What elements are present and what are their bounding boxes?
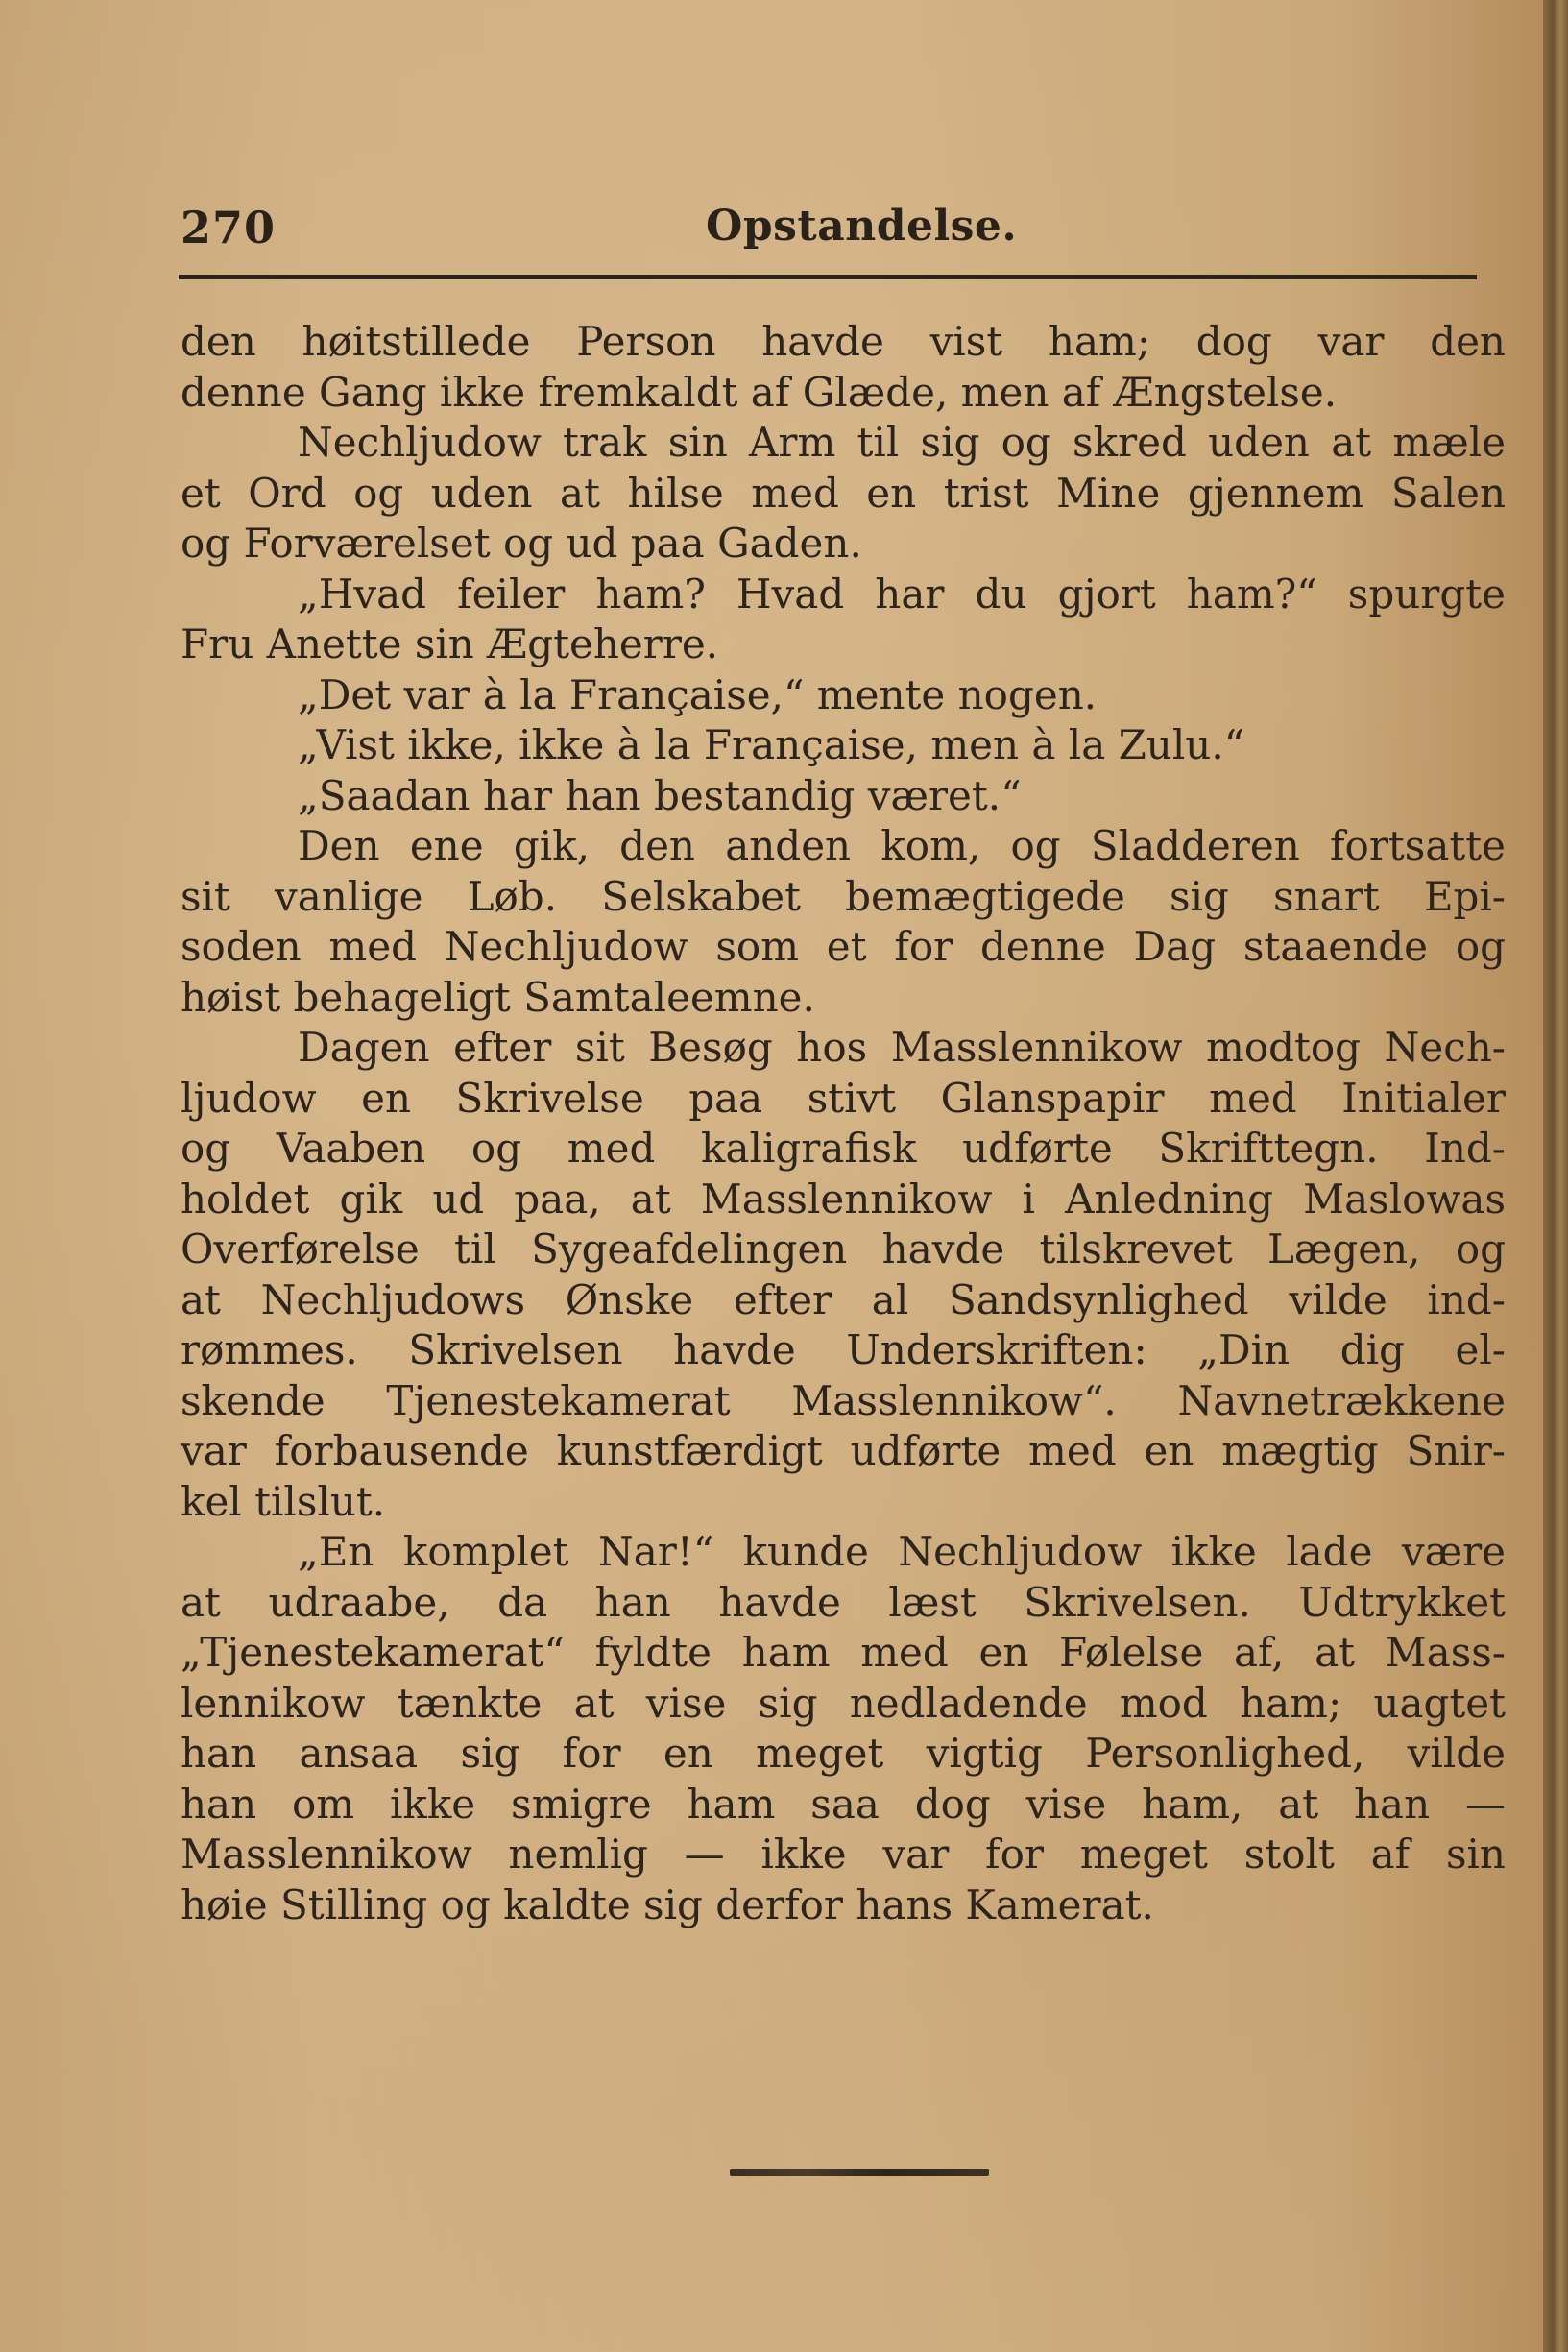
running-title: Opstandelse. <box>706 202 1018 251</box>
text-line: et Ord og uden at hilse med en trist Mine gjennem Salen <box>181 469 1506 517</box>
text-line: høie Stilling og kaldte sig derfor hans Kamerat. <box>181 1880 1154 1928</box>
text-line: „Vist ikke, ikke à la Française, men à la Zulu.“ <box>298 721 1245 768</box>
text-line: sit vanlige Løb. Selskabet bemægtigede sig snart Epi- <box>181 872 1506 920</box>
body-text <box>181 317 1506 1930</box>
end-ornament <box>730 2169 989 2176</box>
text-line: „En komplet Nar!“ kunde Nechljudow ikke lade være <box>298 1528 1506 1575</box>
page-header <box>181 202 1477 259</box>
text-line: holdet gik ud paa, at Masslennikow i Anledning Maslowas <box>181 1175 1506 1223</box>
header-rule <box>179 275 1477 279</box>
text-line: var forbausende kunstfærdigt udførte med en mægtig Snir- <box>181 1427 1506 1474</box>
text-line: Masslennikow nemlig — ikke var for meget stolt af sin <box>181 1831 1506 1878</box>
text-line: høist behageligt Samtaleemne. <box>181 973 815 1021</box>
text-line: skende Tjenestekamerat Masslennikow“. Navnetrækkene <box>181 1376 1506 1424</box>
text-line: „Det var à la Française,“ mente nogen. <box>298 670 1098 718</box>
text-line: kel tilslut. <box>181 1477 386 1525</box>
text-line: at udraabe, da han havde læst Skrivelsen. Udtrykket <box>181 1578 1506 1626</box>
text-line: lennikow tænkte at vise sig nedladende mod ham; uagtet <box>181 1679 1506 1727</box>
text-line: den høitstillede Person havde vist ham; dog var den <box>181 318 1506 365</box>
text-line: soden med Nechljudow som et for denne Dag staaende og <box>181 923 1506 970</box>
text-line: denne Gang ikke fremkaldt af Glæde, men af Ængstelse. <box>181 368 1338 416</box>
page-edge-shadow <box>1543 0 1568 2352</box>
text-line: Overførelse til Sygeafdelingen havde tilskrevet Lægen, og <box>181 1225 1506 1273</box>
page-number: 270 <box>181 202 277 254</box>
text-line: han om ikke smigre ham saa dog vise ham, at han — <box>181 1780 1506 1828</box>
text-line: og Vaaben og med kaligrafisk udførte Skrifttegn. Ind- <box>181 1125 1506 1172</box>
text-line: og Forværelset og ud paa Gaden. <box>181 520 862 567</box>
text-line: at Nechljudows Ønske efter al Sandsynlighed vilde ind- <box>181 1275 1506 1323</box>
text-line: Fru Anette sin Ægteherre. <box>181 620 719 667</box>
text-line: Nechljudow trak sin Arm til sig og skred uden at mæle <box>298 419 1506 466</box>
text-line: „Tjenestekamerat“ fyldte ham med en Følelse af, at Mass- <box>181 1629 1506 1676</box>
text-line: han ansaa sig for en meget vigtig Personlighed, vilde <box>181 1730 1506 1777</box>
text-line: rømmes. Skrivelsen havde Underskriften: „Din dig el- <box>181 1326 1506 1373</box>
text-line: Den ene gik, den anden kom, og Sladderen fortsatte <box>298 822 1506 869</box>
text-line: ljudow en Skrivelse paa stivt Glanspapir med Initialer <box>181 1074 1506 1122</box>
text-line: Dagen efter sit Besøg hos Masslennikow modtog Nech- <box>298 1024 1506 1071</box>
text-line: „Hvad feiler ham? Hvad har du gjort ham?“ spurgte <box>298 570 1506 618</box>
text-line: „Saadan har han bestandig været.“ <box>298 771 1022 819</box>
